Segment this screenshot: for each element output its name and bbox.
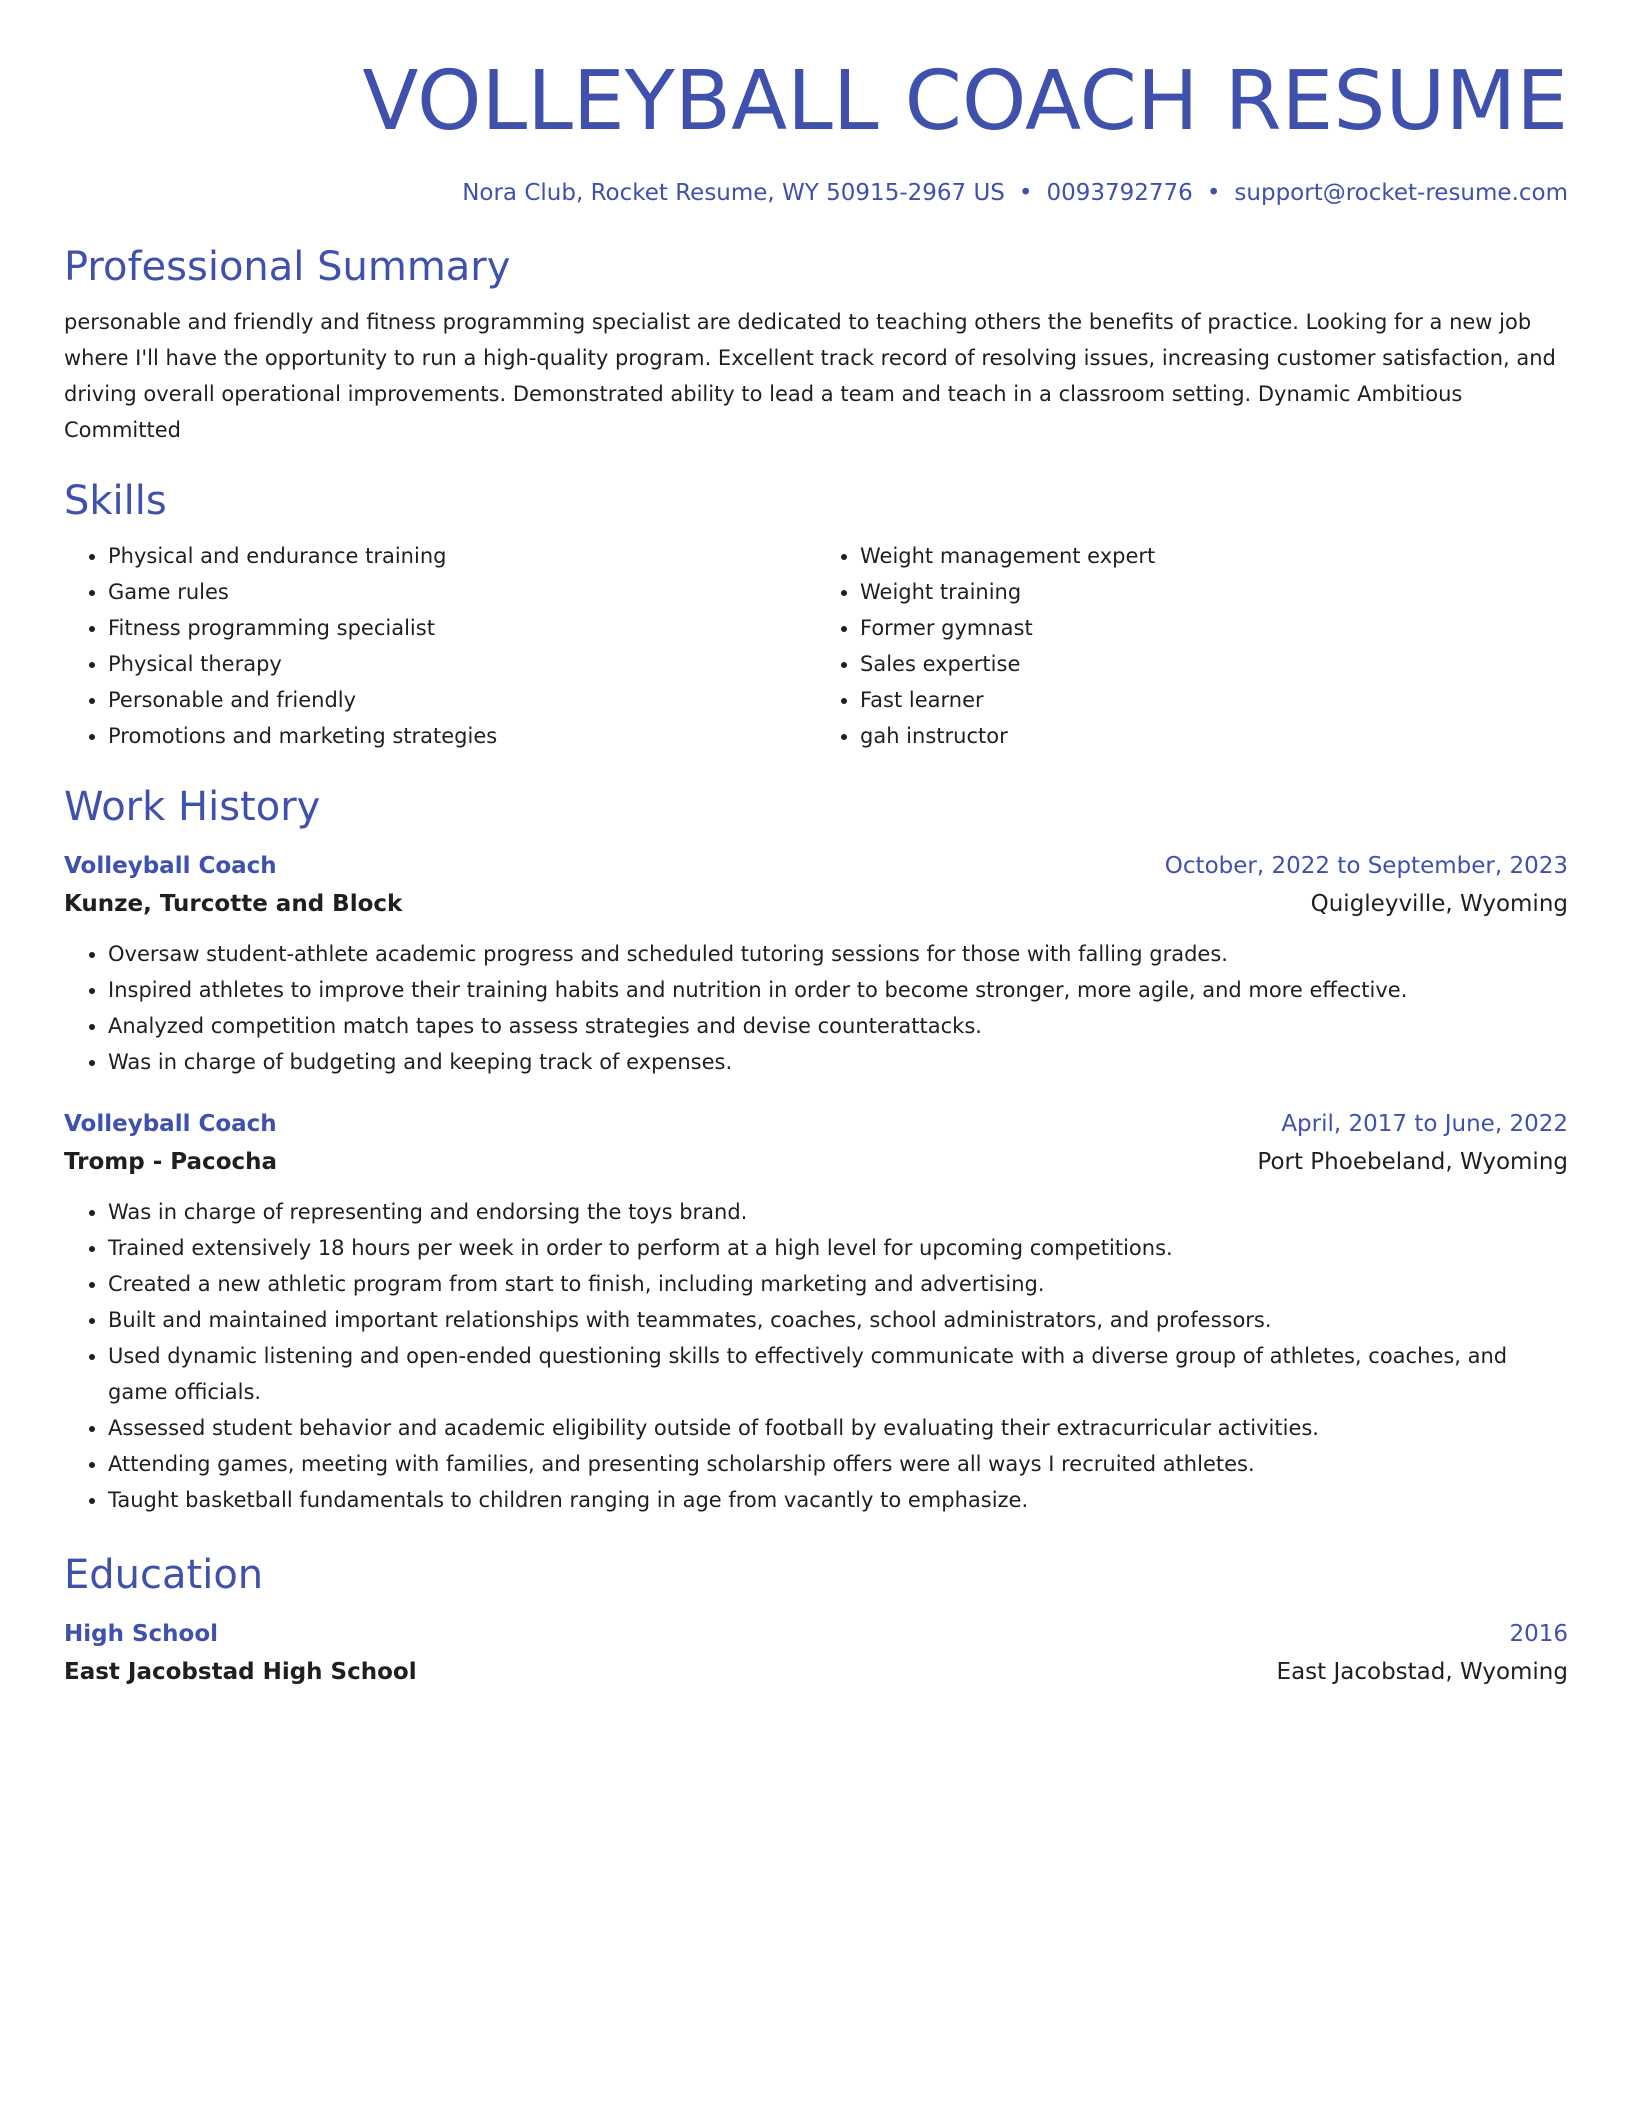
skills-heading: Skills bbox=[64, 478, 167, 524]
work-history-section bbox=[64, 782, 1568, 1518]
skill-item: • Promotions and marketing strategies bbox=[108, 718, 816, 754]
contact-email[interactable]: support@rocket-resume.com bbox=[1234, 180, 1568, 206]
skill-item: • Fast learner bbox=[860, 682, 1568, 718]
job-dates: April, 2017 to June, 2022 bbox=[1281, 1111, 1568, 1137]
skills-grid bbox=[64, 538, 1568, 754]
education-school: East Jacobstad High School bbox=[64, 1659, 417, 1685]
summary-heading: Professional Summary bbox=[64, 244, 511, 290]
skill-item: • Personable and friendly bbox=[108, 682, 816, 718]
contact-line bbox=[64, 178, 1568, 208]
job-duty: • Was in charge of budgeting and keeping track of expenses. bbox=[108, 1044, 1568, 1080]
job-duty: • Analyzed competition match tapes to assess strategies and devise counterattacks. bbox=[108, 1008, 1568, 1044]
skill-item: • Weight training bbox=[860, 574, 1568, 610]
job-company: Kunze, Turcotte and Block bbox=[64, 891, 403, 917]
skills-list-right bbox=[816, 538, 1568, 754]
job-duty: • Trained extensively 18 hours per week in order to perform at a high level for upcoming competitions. bbox=[108, 1230, 1568, 1266]
skill-item: • Former gymnast bbox=[860, 610, 1568, 646]
job-company: Tromp - Pacocha bbox=[64, 1149, 278, 1175]
skills-section bbox=[64, 476, 1568, 754]
summary-text: personable and friendly and fitness programming specialist are dedicated to teaching others the benefits of practice. Looking for a new job where I'll have the opportunity to run a high-quality program. Excellent track record of resolving issues, increasing customer satisfaction, and driving overall operational improvements. Demonstrated ability to lead a team and teach in a classroom setting. Dynamic Ambitious Committed bbox=[64, 310, 1556, 442]
job-duties-list bbox=[64, 1194, 1568, 1518]
skill-item: • gah instructor bbox=[860, 718, 1568, 754]
contact-phone: 0093792776 bbox=[1046, 180, 1193, 206]
job-duties-list bbox=[64, 936, 1568, 1080]
summary-section bbox=[64, 242, 1568, 448]
job-entry bbox=[64, 1106, 1568, 1518]
job-duty: • Attending games, meeting with families, and presenting scholarship offers were all ways I recruited athletes. bbox=[108, 1446, 1568, 1482]
job-title: Volleyball Coach bbox=[64, 1111, 277, 1137]
education-year: 2016 bbox=[1509, 1621, 1568, 1647]
job-duty: • Was in charge of representing and endorsing the toys brand. bbox=[108, 1194, 1568, 1230]
education-heading: Education bbox=[64, 1552, 264, 1598]
education-location: East Jacobstad, Wyoming bbox=[1276, 1659, 1568, 1685]
skills-list-left bbox=[64, 538, 816, 754]
job-duty: • Assessed student behavior and academic eligibility outside of football by evaluating their extracurricular activities. bbox=[108, 1410, 1568, 1446]
skill-item: • Physical therapy bbox=[108, 646, 816, 682]
skill-item: • Weight management expert bbox=[860, 538, 1568, 574]
job-company-row bbox=[64, 1142, 1568, 1182]
job-location: Quigleyville, Wyoming bbox=[1310, 891, 1568, 917]
education-section bbox=[64, 1550, 1568, 1692]
contact-separator: • bbox=[1206, 180, 1221, 206]
job-duty: • Taught basketball fundamentals to children ranging in age from vacantly to emphasize. bbox=[108, 1482, 1568, 1518]
education-header-row bbox=[64, 1616, 1568, 1652]
job-header-row bbox=[64, 848, 1568, 884]
job-duty: • Inspired athletes to improve their training habits and nutrition in order to become stronger, more agile, and more effective. bbox=[108, 972, 1568, 1008]
job-duty: • Used dynamic listening and open-ended questioning skills to effectively communicate with a diverse group of athletes, coaches, and game officials. bbox=[108, 1338, 1568, 1410]
work-history-heading: Work History bbox=[64, 784, 321, 830]
contact-address: Nora Club, Rocket Resume, WY 50915-2967 US bbox=[462, 180, 1005, 206]
resume-title: VOLLEYBALL COACH RESUME bbox=[362, 54, 1568, 149]
skill-item: • Fitness programming specialist bbox=[108, 610, 816, 646]
job-duty: • Created a new athletic program from start to finish, including marketing and advertising. bbox=[108, 1266, 1568, 1302]
skill-item: • Game rules bbox=[108, 574, 816, 610]
skill-item: • Sales expertise bbox=[860, 646, 1568, 682]
job-title: Volleyball Coach bbox=[64, 853, 277, 879]
job-duty: • Oversaw student-athlete academic progress and scheduled tutoring sessions for those with falling grades. bbox=[108, 936, 1568, 972]
job-header-row bbox=[64, 1106, 1568, 1142]
education-entry bbox=[64, 1616, 1568, 1692]
job-location: Port Phoebeland, Wyoming bbox=[1257, 1149, 1568, 1175]
skill-item: • Physical and endurance training bbox=[108, 538, 816, 574]
job-dates: October, 2022 to September, 2023 bbox=[1164, 853, 1568, 879]
job-entry bbox=[64, 848, 1568, 1080]
job-company-row bbox=[64, 884, 1568, 924]
contact-separator: • bbox=[1018, 180, 1033, 206]
job-duty: • Built and maintained important relationships with teammates, coaches, school administrators, and professors. bbox=[108, 1302, 1568, 1338]
education-school-row bbox=[64, 1652, 1568, 1692]
education-degree: High School bbox=[64, 1621, 219, 1647]
